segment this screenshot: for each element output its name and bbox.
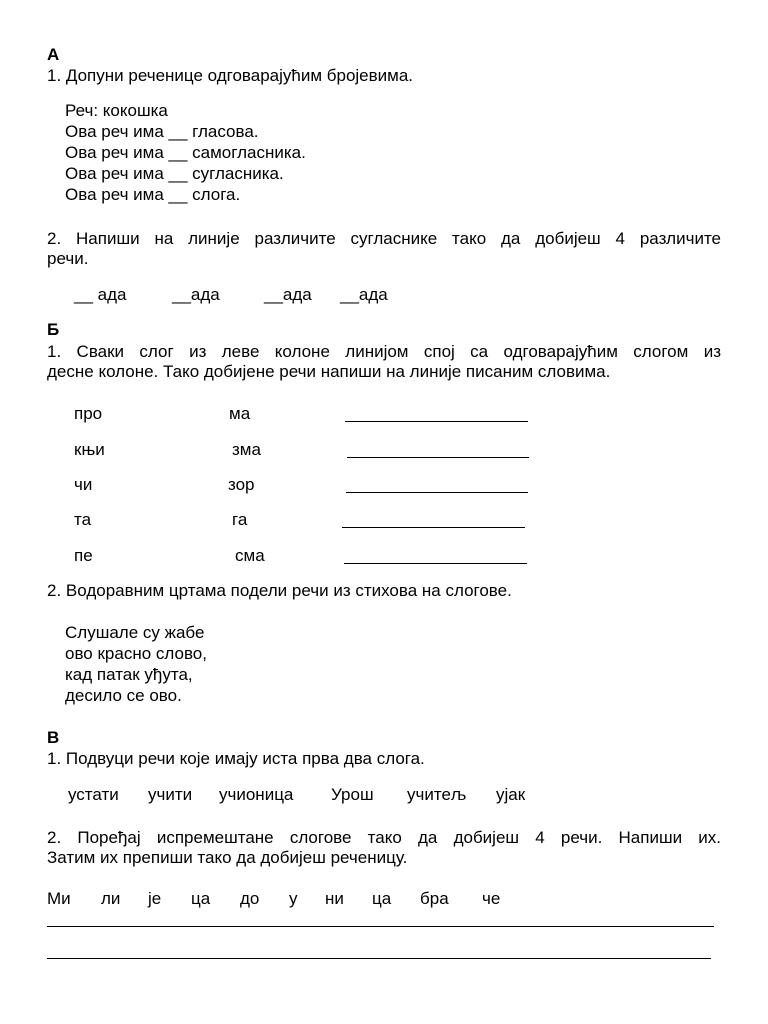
task-a2-word: __ ада xyxy=(74,285,127,304)
left-syllable: пе xyxy=(74,546,93,565)
left-syllable: та xyxy=(74,510,92,529)
task-v2-instruction-line1: 2. Поређај испремештане слогове тако да добијеш 4 речи. Напиши их. xyxy=(47,828,721,847)
answer-line[interactable] xyxy=(342,527,525,528)
task-a2-instruction-line2: речи. xyxy=(47,249,89,268)
syllable: ца xyxy=(191,889,211,908)
word-option[interactable]: учионица xyxy=(219,785,294,804)
task-v1-instruction: 1. Подвуци речи које имају иста прва два слога. xyxy=(47,749,425,768)
task-a1-instruction: 1. Допуни реченице одговарајућим бројевима. xyxy=(47,66,414,85)
verse-line: ово красно слово, xyxy=(65,644,207,663)
task-a1-word: Реч: кокошка xyxy=(65,101,168,120)
word-option[interactable]: устати xyxy=(68,785,119,804)
right-syllable: зор xyxy=(228,475,255,494)
task-v2-instruction-line2: Затим их препиши тако да добијеш реченицу. xyxy=(47,848,408,867)
left-syllable: књи xyxy=(74,440,105,459)
left-syllable: чи xyxy=(74,475,93,494)
answer-line[interactable] xyxy=(345,421,528,422)
right-syllable: зма xyxy=(232,440,261,459)
verse-line: Слушале су жабе xyxy=(65,623,205,642)
right-syllable: сма xyxy=(235,546,265,565)
task-b1-instruction-line1: 1. Сваки слог из леве колоне линијом спој са одговарајућим слогом из xyxy=(47,342,721,361)
section-a-heading: А xyxy=(47,45,60,64)
syllable: ни xyxy=(325,889,344,908)
task-a1-line: Ова реч има __ самогласника. xyxy=(65,143,306,162)
left-syllable: про xyxy=(74,404,103,423)
answer-line[interactable] xyxy=(47,958,711,959)
verse-line: кад патак уђута, xyxy=(65,665,193,684)
syllable: бра xyxy=(420,889,449,908)
task-b1-instruction-line2: десне колоне. Тако добијене речи напиши на линије писаним словима. xyxy=(47,362,611,381)
syllable: Ми xyxy=(47,889,71,908)
task-a2-word: __ада xyxy=(340,285,388,304)
task-a2-word: __ада xyxy=(172,285,220,304)
syllable: че xyxy=(482,889,501,908)
verse-line: десило се ово. xyxy=(65,686,182,705)
word-option[interactable]: Урош xyxy=(331,785,374,804)
word-option[interactable]: ујак xyxy=(496,785,526,804)
section-b-heading: Б xyxy=(47,320,60,339)
word-option[interactable]: учити xyxy=(148,785,193,804)
task-a1-line: Ова реч има __ слога. xyxy=(65,185,241,204)
answer-line[interactable] xyxy=(347,457,529,458)
right-syllable: ма xyxy=(229,404,251,423)
right-syllable: га xyxy=(232,510,248,529)
task-a1-line: Ова реч има __ сугласника. xyxy=(65,164,284,183)
word-option[interactable]: учитељ xyxy=(407,785,467,804)
task-a2-instruction-line1: 2. Напиши на линије различите сугласнике тако да добијеш 4 различите xyxy=(47,229,721,248)
answer-line[interactable] xyxy=(344,563,527,564)
syllable: у xyxy=(289,889,298,908)
task-a1-line: Ова реч има __ гласова. xyxy=(65,122,259,141)
task-b2-instruction: 2. Водоравним цртама подели речи из стихова на слогове. xyxy=(47,581,512,600)
syllable: ца xyxy=(372,889,392,908)
section-v-heading: В xyxy=(47,728,60,747)
syllable: је xyxy=(148,889,162,908)
syllable: ли xyxy=(101,889,121,908)
answer-line[interactable] xyxy=(47,926,714,927)
task-a2-word: __ада xyxy=(264,285,312,304)
syllable: до xyxy=(240,889,260,908)
answer-line[interactable] xyxy=(346,492,528,493)
